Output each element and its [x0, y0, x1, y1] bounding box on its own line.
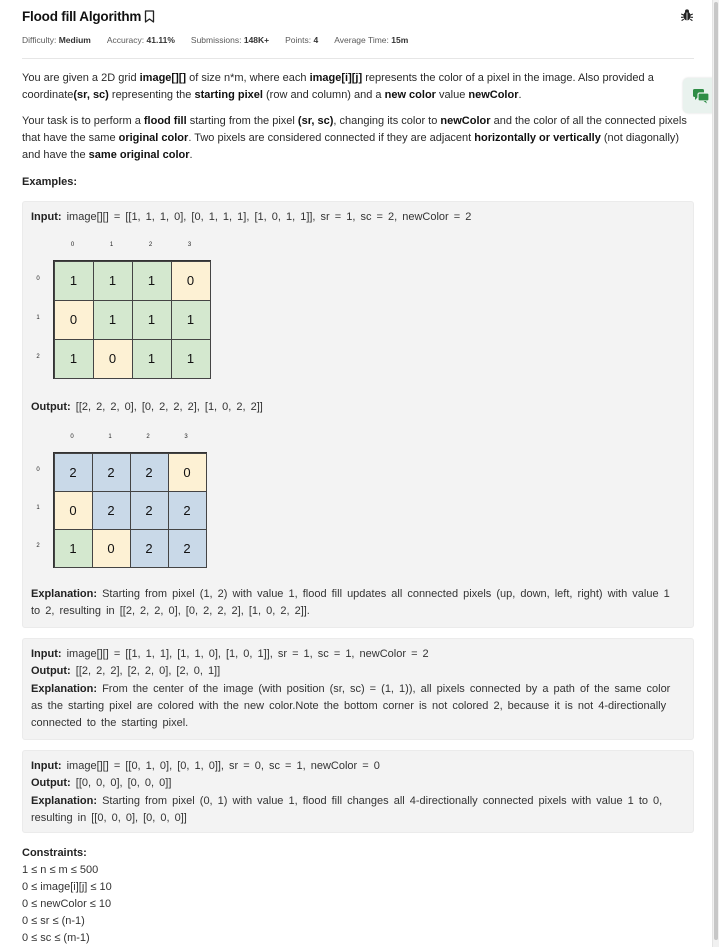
grid-cell: 2: [130, 529, 169, 568]
example-3-output: Output: [[0, 0, 0], [0, 0, 0]]: [31, 777, 172, 789]
grid-cell: 1: [54, 529, 93, 568]
grid-column-label: 2: [148, 242, 153, 248]
constraints-heading: Constraints:: [22, 847, 87, 859]
constraints: [22, 847, 112, 947]
grid-column-label: 1: [108, 434, 112, 440]
grid-cell: 1: [171, 300, 211, 340]
grid-cell: 2: [168, 491, 207, 530]
constraint-line: 0 ≤ image[i][j] ≤ 10: [22, 881, 112, 893]
meta-label: Accuracy:: [106, 35, 145, 45]
grid-column-label: 0: [70, 242, 75, 248]
grid-cell: 2: [54, 453, 93, 492]
grid-cell: 0: [54, 300, 94, 340]
grid-cell: 1: [93, 261, 133, 301]
example-1-output: Output: [[2, 2, 2, 0], [0, 2, 2, 2], [1, 0, 2, 2]]: [31, 401, 263, 413]
example-2-output: Output: [[2, 2, 2], [2, 2, 0], [2, 0, 1]]: [31, 665, 221, 677]
meta-value: Medium: [58, 35, 91, 45]
meta-label: Submissions:: [190, 35, 242, 45]
scrollbar[interactable]: [712, 0, 719, 947]
grid-row-label: 1: [36, 505, 40, 511]
grid-cell: 1: [93, 300, 133, 340]
grid-cell: 1: [132, 261, 172, 301]
grid-cell: 1: [54, 261, 94, 301]
meta-points: [285, 35, 318, 45]
problem-title: Flood fill Algorithm: [22, 8, 142, 24]
example-3-input: Input: image[][] = [[0, 1, 0], [0, 1, 0]], sr = 0, sc = 1, newColor = 0: [31, 760, 380, 772]
grid-cell: 1: [171, 339, 211, 379]
examples-heading: Examples:: [22, 176, 78, 188]
grid-cell: 0: [168, 453, 207, 492]
constraint-line: 0 ≤ sr ≤ (n-1): [22, 915, 85, 927]
grid-cell: 1: [54, 339, 94, 379]
grid-column-label: 2: [146, 434, 150, 440]
constraint-line: 0 ≤ newColor ≤ 10: [22, 898, 112, 910]
grid-cells: [53, 452, 207, 568]
divider: [22, 58, 694, 59]
meta-value: 4: [313, 35, 319, 45]
example-3-explanation: Explanation: Starting from pixel (0, 1) with value 1, flood fill changes all 4-directionally connected pixels with value 1 to 0, resulting in [[0, 0, 0], [0, 0, 0]]: [31, 795, 663, 824]
chat-icon: [692, 88, 710, 104]
grid-cell: 0: [54, 491, 93, 530]
constraint-line: 1 ≤ n ≤ m ≤ 500: [22, 864, 99, 876]
grid-cell: 0: [171, 261, 211, 301]
grid-cell: 2: [92, 491, 131, 530]
grid-column-label: 3: [184, 434, 188, 440]
bookmark-icon[interactable]: [144, 10, 155, 23]
bug-icon[interactable]: [680, 8, 694, 22]
example-2-input: Input: image[][] = [[1, 1, 1], [1, 1, 0], [1, 0, 1]], sr = 1, sc = 1, newColor = 2: [31, 648, 429, 660]
grid-cell: 2: [130, 453, 169, 492]
example-3: [22, 750, 694, 833]
grid-cell: 0: [92, 529, 131, 568]
description-paragraph-2: Your task is to perform a flood fill starting from the pixel (sr, sc), changing its color to newColor and the color of all the connected pixels that have the same original color. Two pixels are considered connected if they are adjacent horizontally or vertically (not diagonally) and have the same original color.: [22, 115, 687, 161]
grid-row-label: 2: [36, 353, 40, 360]
grid-row-label: 0: [36, 275, 40, 282]
grid-row-label: 1: [36, 314, 40, 321]
grid-cells: [53, 260, 211, 379]
example-1-input: Input: image[][] = [[1, 1, 1, 0], [0, 1, 1, 1], [1, 0, 1, 1]], sr = 1, sc = 2, newColor = 2: [31, 211, 472, 223]
grid-cell: 2: [168, 529, 207, 568]
scrollbar-thumb[interactable]: [714, 2, 718, 940]
meta-label: Points:: [285, 35, 312, 45]
example-1: [22, 201, 694, 628]
grid-column-label: 1: [109, 242, 114, 248]
title-row: [22, 6, 694, 26]
description-paragraph-1: You are given a 2D grid image[][] of size n*m, where each image[i][j] represents the color of a pixel in the image. Also provided a coordinate(sr, sc) representing the starting pixel (row and column) and a new color value newColor.: [22, 72, 654, 101]
grid-column-label: 0: [70, 434, 74, 440]
meta-submissions: [191, 35, 269, 45]
meta-average-time: [334, 35, 408, 45]
example-2-explanation: Explanation: From the center of the image (with position (sr, sc) = (1, 1)), all pixels connected by a path of the same color as the starting pixel are colored with the new color.Note the bottom corner is not colored 2, because it is not 4-directionally connected to the starting pixel.: [31, 683, 671, 729]
grid-cell: 2: [130, 491, 169, 530]
problem-meta: [22, 35, 424, 45]
example-2: [22, 638, 694, 740]
meta-label: Average Time:: [334, 35, 389, 45]
meta-accuracy: [107, 35, 175, 45]
grid-cell: 1: [132, 300, 172, 340]
grid-row-label: 2: [36, 543, 40, 549]
grid-cell: 2: [92, 453, 131, 492]
grid-column-label: 3: [187, 242, 192, 248]
meta-difficulty: [22, 35, 91, 45]
grid-cell: 0: [93, 339, 133, 379]
meta-value: 41.11%: [146, 35, 175, 45]
example-1-explanation: Explanation: Starting from pixel (1, 2) with value 1, flood fill updates all connected pixels (up, down, left, right) with value 1 to 2, resulting in [[2, 2, 2, 0], [0, 2, 2, 2], [1, 0, 2, 2]].: [31, 588, 670, 617]
meta-label: Difficulty:: [22, 35, 57, 45]
grid-cell: 1: [132, 339, 172, 379]
grid-row-label: 0: [36, 467, 40, 473]
constraint-line: 0 ≤ sc ≤ (m-1): [22, 932, 90, 944]
meta-value: 148K+: [243, 35, 270, 45]
meta-value: 15m: [391, 35, 409, 45]
